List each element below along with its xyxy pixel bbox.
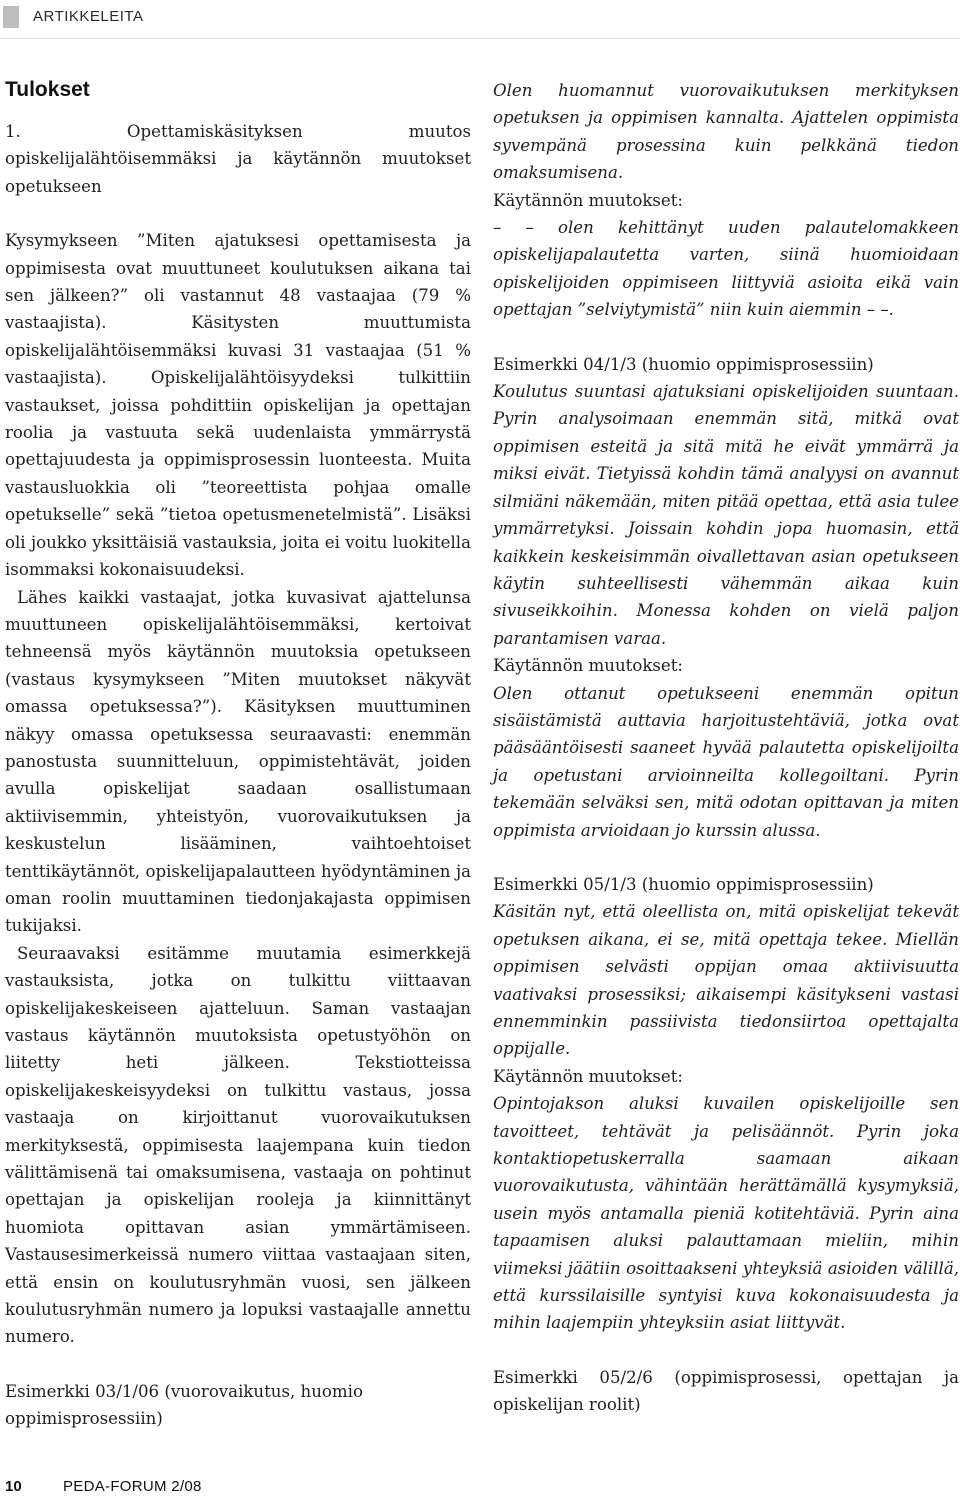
practice-text: Olen ottanut opetukseeni enemmän opitun sisäistämistä auttavia harjoitustehtäviä, jotka ovat pääsääntöisesti saaneet hyvää palautetta opiskelijoilta ja opetustani arvioinneilta kollegoiltani. Pyrin tekemään selväksi sen, mitä odotan opittavan ja miten oppimista arvioidaan jo kurssin alussa.	[493, 683, 959, 840]
quote: Käsitän nyt, että oleellista on, mitä opiskelijat tekevät opetuksen aikana, ei se, mitä opettaja tekee. Miellän oppimisen selvästi oppijan omaa aktiivisuutta vaativaksi prosessiksi; aikaisempi käsitykseni vastasi ennemminkin passiivista tiedonsiirtoa opettajalta oppijalle.	[493, 902, 959, 1059]
spacer	[5, 1351, 471, 1378]
left-column	[5, 76, 471, 1433]
right-column	[493, 77, 959, 1419]
publication-name: PEDA-FORUM 2/08	[63, 1478, 202, 1495]
practice-text: Opintojakson aluksi kuvailen opiskelijoille sen tavoitteet, tehtävät ja pelisäännöt. Pyrin joka kontaktiopetuskerralla saamaan aikaan vuorovaikutusta, vähintään herättämällä kysymyksiä, usein myös antamalla pieniä kotitehtäviä. Pyrin aina tapaamisen aluksi palauttamaan mieliin, mihin viimeksi jäätiin osoittaaksenі yhteyksiä asioiden välillä, että kurssilaisille syntyisi kuva kokonaisuudesta ja mihin laajempiin yhteyksiin asiat liittyvät.	[493, 1094, 959, 1333]
quote: Olen huomannut vuorovaikutuksen merkityksen opetuksen ja oppimisen kannalta. Ajattelen oppimista syvempänä prosessina kuin pelkkänä tiedon omaksumisena.	[493, 81, 959, 183]
spacer	[493, 844, 959, 871]
header-divider	[0, 38, 960, 39]
example-heading: Esimerkki 03/1/06 (vuorovaikutus, huomio oppimisprosessiin)	[5, 1381, 363, 1429]
practice-label: Käytännön muutokset:	[493, 190, 683, 210]
spacer	[493, 324, 959, 351]
quote: Koulutus suuntasi ajatuksiani opiskelijoiden suuntaan. Pyrin analysoimaan enemmän sitä, mitkä ovat oppimisen esteitä ja sitä mitä he eivät ymmärrä ja miksi eivät. Tietyissä kohdin tämä analyysi on avannut silmiäni näkemään, miten pitää opettaa, että asia tulee ymmärretyksi. Joissain kohdin jopa huomasin, että kaikkein keskeisimmän oivallettavan asian opetukseen käytin suhteellisesti vähemmän aikaa kuin sivuseikkoihin. Monessa kohden on vielä paljon parantamisen varaa.	[493, 382, 959, 648]
paragraph: Seuraavaksi esitämme muutamia esimerkkejä vastauksista, jotka on tulkittu viittaavan opiskelijakeskeiseen ajatteluun. Saman vastaajan vastaus käytännön muutoksista opetustyöhön on liitetty heti jälkeen. Tekstiotteissa opiskelijakeskeisyydeksi on tulkittu vastaus, jossa vastaaja on kirjoittanut vuorovaikutuksen merkityksestä, oppimisesta laajempana kuin tiedon välittämisenä tai omaksumisena, vastaaja on pohtinut opettajan ja opiskelijan rooleja ja kiinnittänyt huomiota opittavan asian ymmärtämiseen. Vastausesimerkeissä numero viittaa vastaajaan siten, että ensin on koulutusryhmän vuosi, sen jälkeen koulutusryhmän numero ja lopuksi vastaajalle annettu numero.	[5, 943, 471, 1347]
spacer	[493, 1337, 959, 1364]
paragraph: Lähes kaikki vastaajat, jotka kuvasivat ajattelunsa muuttuneen opiskelijalähtöisemmäksi, kertoivat tehneensä myös käytännön muutoksia opetukseen (vastaus kysymykseen ”Miten muutokset näkyvät omassa opetuksessa?”). Käsityksen muuttuminen näkyy omassa opetuksessa seuraavasti: enemmän panostusta suunnitteluun, oppimistehtävät, joiden avulla opiskelijat saadaan osallistumaan aktiivisemmin, yhteistyön, vuorovaikutuksen ja keskustelun lisääminen, vaihtoehtoiset tenttikäytännöt, opiskelijapalautteen hyödyntäminen ja oman roolin muuttaminen tiedonjakajasta oppimisen tukijaksi.	[5, 587, 471, 936]
section-marker	[3, 6, 19, 28]
section-heading: Tulokset	[5, 78, 90, 101]
example-heading: Esimerkki 05/2/6 (oppimisprosessi, opettajan ja opiskelijan roolit)	[493, 1367, 959, 1415]
example-heading: Esimerkki 04/1/3 (huomio oppimisprosessiin)	[493, 354, 874, 374]
paragraph: Kysymykseen ”Miten ajatuksesi opettamisesta ja oppimisesta ovat muuttuneet koulutuksen aikana tai sen jälkeen?” oli vastannut 48 vastaajaa (79 % vastaajista). Käsitysten muuttumista opiskelijalähtöisemmäksi kuvasi 31 vastaajaa (51 % vastaajista). Opiskelijalähtöisyydeksi tulkittiin vastaukset, joissa pohdittiin opiskelijan ja opettajan roolia ja vastuuta sekä uudenlaista ymmärrystä opettajuudesta ja oppimisprosessin luonteesta. Muita vastausluokkia oli ”teoreettista pohjaa omalle opetukselle” sekä ”tietoa opetusmenetelmistä”. Lisäksi oli joukko yksittäisiä vastauksia, joita ei voitu luokitella isommaksi kokonaisuudeksi.	[5, 231, 471, 580]
subheading: 1. Opettamiskäsityksen muutos opiskelijalähtöisemmäksi ja käytännön muutokset opetukseen	[5, 122, 471, 196]
example-heading: Esimerkki 05/1/3 (huomio oppimisprosessiin)	[493, 874, 874, 894]
practice-label: Käytännön muutokset:	[493, 1066, 683, 1086]
section-label: ARTIKKELEITA	[33, 8, 144, 25]
page-number: 10	[5, 1478, 22, 1495]
practice-text: – – olen kehittänyt uuden palautelomakkeen opiskelijapalautetta varten, siinä huomioidaan opiskelijoiden oppimiseen liittyviä asioita eikä vain opettajan ”selviytymistä” niin kuin aiemmin – –.	[493, 218, 959, 320]
practice-label: Käytännön muutokset:	[493, 656, 683, 676]
spacer	[5, 200, 471, 227]
